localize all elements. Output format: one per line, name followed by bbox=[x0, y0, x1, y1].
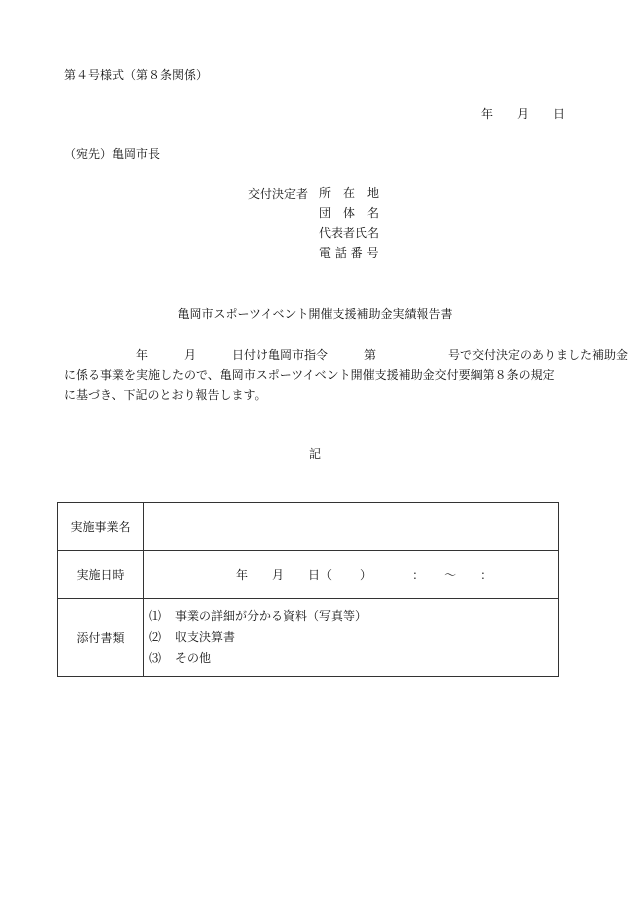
ki-heading: 記 bbox=[308, 447, 321, 461]
impl-close-paren: ） bbox=[360, 568, 373, 582]
project-name-value[interactable] bbox=[144, 503, 559, 551]
date-label: 実施日時 bbox=[58, 551, 144, 599]
table-row bbox=[58, 599, 559, 677]
impl-day: 日（ bbox=[308, 568, 333, 582]
organization-label: 団 体 名 bbox=[319, 206, 380, 220]
date-value[interactable] bbox=[144, 551, 559, 599]
attachment-text: 事業の詳細が分かる資料（写真等） bbox=[175, 609, 368, 623]
table-row bbox=[58, 503, 559, 551]
applicant-fields bbox=[319, 185, 379, 265]
list-item bbox=[149, 606, 558, 627]
date-month-label: 月 bbox=[517, 107, 530, 121]
impl-year: 年 bbox=[236, 568, 249, 582]
document-title: 亀岡市スポーツイベント開催支援補助金実績報告書 bbox=[177, 307, 453, 321]
applicant-role: 交付決定者 bbox=[248, 187, 309, 201]
attachments-label: 添付書類 bbox=[58, 599, 144, 677]
attachment-text: 収支決算書 bbox=[175, 630, 236, 644]
list-item bbox=[149, 627, 558, 648]
report-body bbox=[64, 345, 629, 405]
address-label: 所 在 地 bbox=[319, 186, 380, 200]
attachment-text: その他 bbox=[175, 651, 212, 665]
date-day-label: 日 bbox=[553, 107, 566, 121]
attachment-number: ⑵ bbox=[149, 630, 162, 644]
report-table bbox=[57, 502, 559, 677]
impl-month: 月 bbox=[272, 568, 285, 582]
attachment-number: ⑶ bbox=[149, 651, 162, 665]
impl-wave: ～ bbox=[444, 568, 457, 582]
body-line-2: に係る事業を実施したので、亀岡市スポーツイベント開催支援補助金交付要綱第８条の規定 bbox=[64, 368, 555, 382]
submission-date bbox=[481, 105, 565, 122]
table-row bbox=[58, 551, 559, 599]
body-line-3: に基づき、下記のとおり報告します。 bbox=[64, 388, 267, 402]
project-name-label: 実施事業名 bbox=[58, 503, 144, 551]
impl-time-end: ： bbox=[480, 568, 493, 582]
impl-time-start: ： bbox=[412, 568, 425, 582]
attachment-number: ⑴ bbox=[149, 609, 162, 623]
form-number: 第４号様式（第８条関係） bbox=[64, 68, 209, 82]
date-year-label: 年 bbox=[481, 107, 494, 121]
phone-label: 電 話 番 号 bbox=[319, 246, 379, 260]
attachments-list bbox=[144, 599, 559, 677]
addressee: （宛先）亀岡市長 bbox=[64, 147, 161, 161]
representative-label: 代表者氏名 bbox=[319, 226, 380, 240]
list-item bbox=[149, 648, 558, 669]
body-line-1: 年 月 日付け亀岡市指令 第 号で交付決定のありました補助金 bbox=[64, 348, 629, 362]
